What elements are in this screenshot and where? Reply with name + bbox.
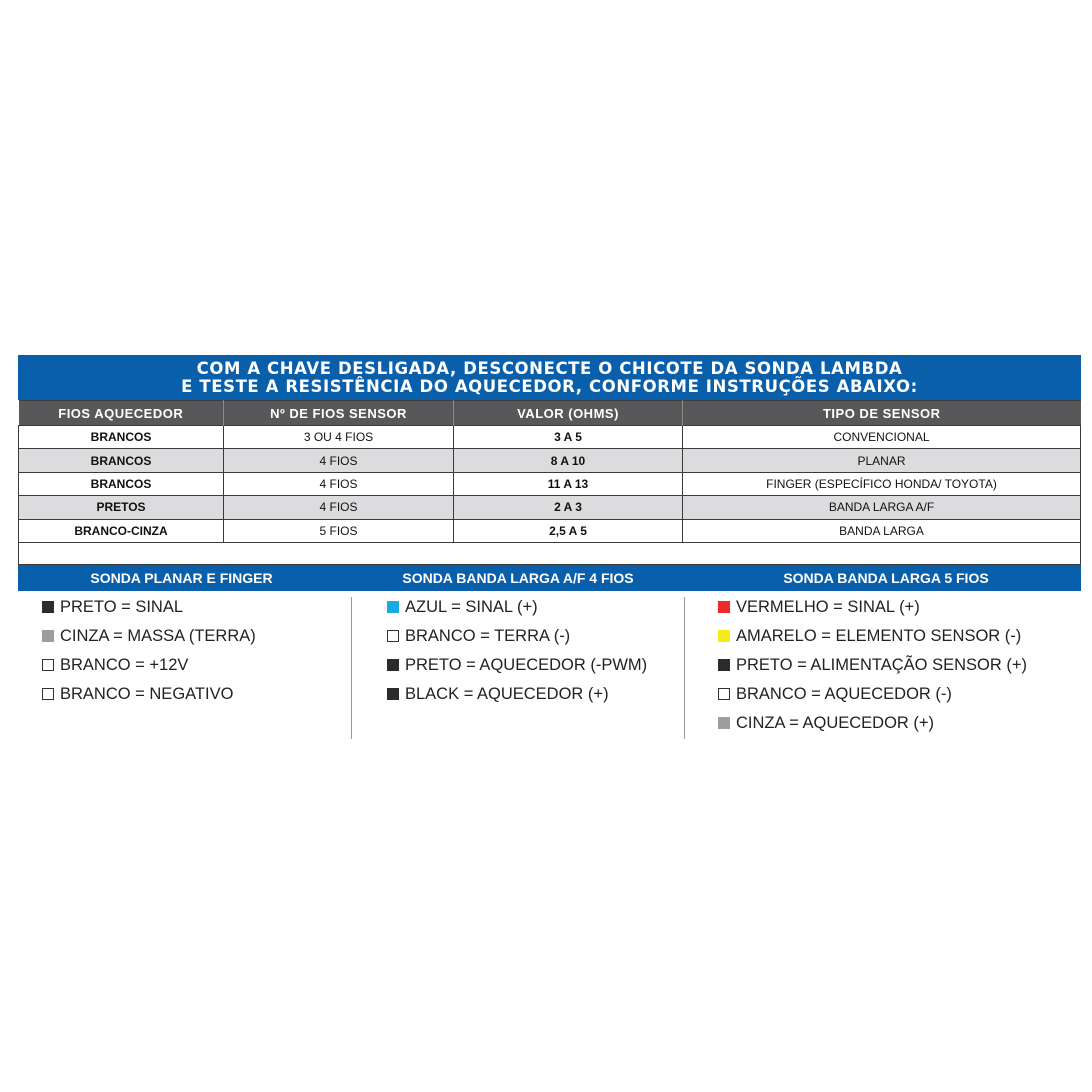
legend-item: [718, 622, 1027, 651]
cell-fios: BRANCO-CINZA: [19, 519, 224, 542]
legend-header-5fios: SONDA BANDA LARGA 5 FIOS: [783, 569, 989, 586]
legend-label: CINZA = MASSA (TERRA): [60, 626, 256, 645]
legend-item: [387, 593, 647, 622]
legend-column-5fios: [718, 593, 1027, 738]
legend-item: [42, 593, 256, 622]
color-swatch: [387, 630, 399, 642]
legend-label: BRANCO = +12V: [60, 655, 189, 674]
legend-label: CINZA = AQUECEDOR (+): [736, 713, 935, 732]
cell-tipo: BANDA LARGA A/F: [683, 496, 1081, 519]
table-header-row: [19, 401, 1081, 426]
cell-valor: 2,5 A 5: [454, 519, 683, 542]
cell-valor: 3 A 5: [454, 426, 683, 449]
legend-header-bar: [18, 565, 1081, 591]
cell-fios: BRANCOS: [19, 426, 224, 449]
instruction-banner: [18, 355, 1081, 400]
color-swatch: [718, 659, 730, 671]
legend-label: PRETO = SINAL: [60, 597, 184, 616]
legend-label: VERMELHO = SINAL (+): [736, 597, 920, 616]
table-row: [19, 426, 1081, 449]
cell-fios: PRETOS: [19, 496, 224, 519]
header-numero-fios: Nº DE FIOS SENSOR: [224, 401, 454, 426]
legend-label: PRETO = AQUECEDOR (-PWM): [405, 655, 648, 674]
legend-item: [42, 622, 256, 651]
table-spacer-row: [18, 543, 1081, 565]
legend-item: [718, 680, 1027, 709]
table-row: [19, 496, 1081, 519]
legend-column-af4: [387, 593, 647, 709]
cell-valor: 2 A 3: [454, 496, 683, 519]
cell-valor: 8 A 10: [454, 449, 683, 472]
color-swatch: [42, 659, 54, 671]
table-row: [19, 519, 1081, 542]
cell-numero: 3 OU 4 FIOS: [224, 426, 454, 449]
legend-label: BRANCO = TERRA (-): [405, 626, 571, 645]
color-swatch: [718, 717, 730, 729]
legend-item: [718, 593, 1027, 622]
legend-divider: [351, 597, 352, 739]
header-tipo-sensor: TIPO DE SENSOR: [683, 401, 1081, 426]
cell-fios: BRANCOS: [19, 472, 224, 495]
legend-label: AZUL = SINAL (+): [405, 597, 538, 616]
table-row: [19, 449, 1081, 472]
legend-label: BRANCO = NEGATIVO: [60, 684, 234, 703]
cell-tipo: BANDA LARGA: [683, 519, 1081, 542]
cell-numero: 4 FIOS: [224, 496, 454, 519]
color-swatch: [42, 601, 54, 613]
banner-line-2: E TESTE A RESISTÊNCIA DO AQUECEDOR, CONFORME INSTRUÇÕES ABAIXO:: [181, 377, 918, 396]
color-swatch: [42, 630, 54, 642]
color-swatch: [718, 688, 730, 700]
resistance-table: [18, 400, 1081, 543]
color-swatch: [718, 601, 730, 613]
table-row: [19, 472, 1081, 495]
cell-valor: 11 A 13: [454, 472, 683, 495]
legend-item: [387, 680, 647, 709]
cell-numero: 4 FIOS: [224, 472, 454, 495]
legend-column-planar: [42, 593, 256, 709]
legend-header-af4: SONDA BANDA LARGA A/F 4 FIOS: [402, 569, 634, 586]
cell-tipo: CONVENCIONAL: [683, 426, 1081, 449]
banner-line-1: COM A CHAVE DESLIGADA, DESCONECTE O CHICOTE DA SONDA LAMBDA: [196, 359, 903, 378]
legend-divider: [684, 597, 685, 739]
instruction-sheet: [18, 355, 1081, 741]
legend-columns: [18, 591, 1081, 741]
legend-header-planar: SONDA PLANAR E FINGER: [90, 569, 273, 586]
legend-item: [387, 651, 647, 680]
cell-tipo: PLANAR: [683, 449, 1081, 472]
cell-numero: 5 FIOS: [224, 519, 454, 542]
legend-item: [718, 651, 1027, 680]
legend-label: BLACK = AQUECEDOR (+): [405, 684, 609, 703]
legend-item: [42, 651, 256, 680]
legend-item: [718, 709, 1027, 738]
color-swatch: [387, 601, 399, 613]
color-swatch: [387, 688, 399, 700]
legend-label: AMARELO = ELEMENTO SENSOR (-): [736, 626, 1022, 645]
cell-numero: 4 FIOS: [224, 449, 454, 472]
cell-fios: BRANCOS: [19, 449, 224, 472]
legend-item: [42, 680, 256, 709]
cell-tipo: FINGER (ESPECÍFICO HONDA/ TOYOTA): [683, 472, 1081, 495]
legend-label: BRANCO = AQUECEDOR (-): [736, 684, 952, 703]
color-swatch: [387, 659, 399, 671]
color-swatch: [42, 688, 54, 700]
header-fios-aquecedor: FIOS AQUECEDOR: [19, 401, 224, 426]
color-swatch: [718, 630, 730, 642]
legend-item: [387, 622, 647, 651]
header-valor-ohms: VALOR (OHMS): [454, 401, 683, 426]
legend-label: PRETO = ALIMENTAÇÃO SENSOR (+): [736, 655, 1027, 674]
